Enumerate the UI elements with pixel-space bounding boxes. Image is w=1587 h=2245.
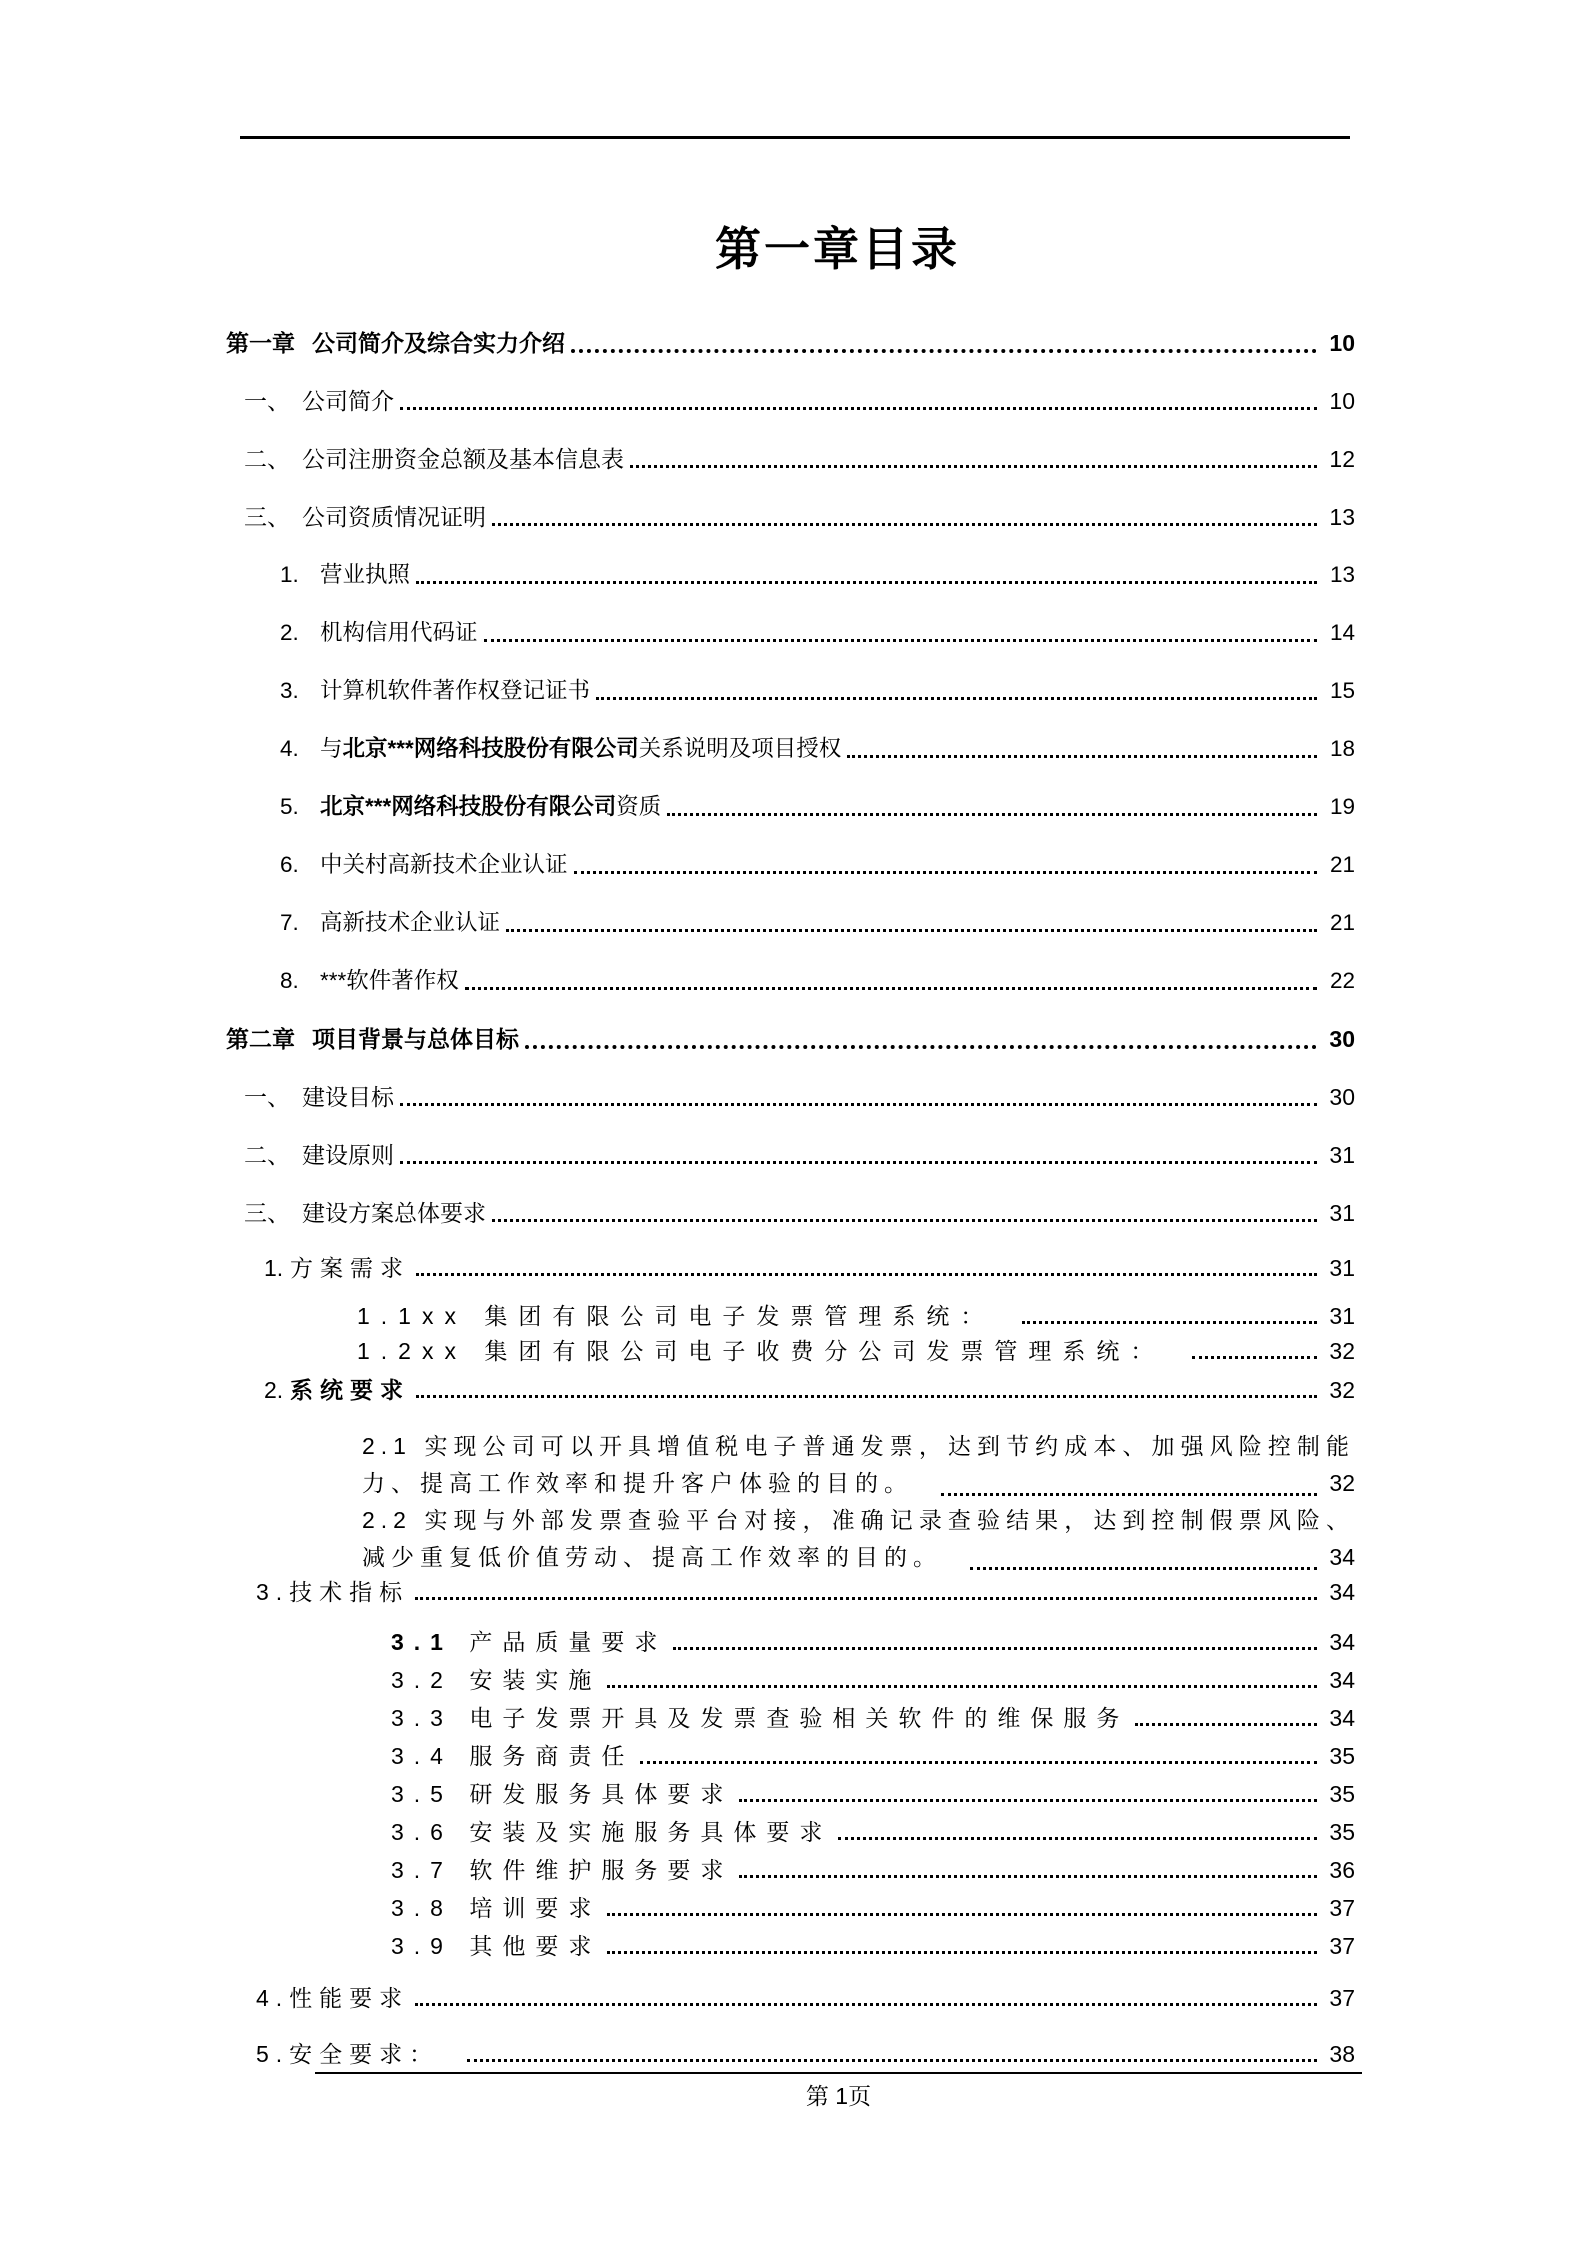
toc-page-number: 35 xyxy=(1329,1819,1355,1845)
toc-entry[interactable] xyxy=(244,444,1355,474)
toc-entry-text xyxy=(391,1856,733,1884)
dot-leader xyxy=(942,1539,1321,1576)
toc-entry[interactable] xyxy=(280,676,1355,706)
toc-entry-number: 6. xyxy=(280,852,299,877)
toc-entry-text xyxy=(256,1984,409,2012)
dot-leader xyxy=(601,1666,1321,1694)
toc-entry[interactable] xyxy=(362,1502,1355,1576)
toc-page-number: 34 xyxy=(1329,1667,1355,1693)
toc-entry-number: 一、 xyxy=(244,1084,290,1110)
toc-entry-text xyxy=(290,1254,410,1282)
footer-rule xyxy=(315,2072,1362,2074)
toc-entry[interactable] xyxy=(244,502,1355,532)
toc-entry-number: 一、 xyxy=(244,388,290,414)
toc-entry-number: 8. xyxy=(280,968,299,993)
toc-entry-text xyxy=(256,2040,439,2068)
toc-entry[interactable] xyxy=(391,1780,1355,1808)
toc-entry-text xyxy=(302,444,624,474)
toc-entry-text xyxy=(357,1337,1164,1365)
toc-text-segment: 机构信用代码证 xyxy=(320,620,478,645)
toc-entry-text xyxy=(302,386,394,416)
toc-entry-text xyxy=(320,560,410,590)
toc-entry-last-line xyxy=(362,1539,1355,1576)
toc-text-segment: 5.安全要求： xyxy=(256,2041,440,2067)
toc-text-segment: 建设方案总体要求 xyxy=(302,1200,486,1226)
toc-text-segment: 建设目标 xyxy=(302,1084,394,1110)
toc-entry[interactable] xyxy=(280,734,1355,764)
toc-page-number: 22 xyxy=(1329,968,1355,993)
dot-leader xyxy=(519,1024,1321,1054)
toc-text-segment: 3.3 电子发票开具及发票查验相关软件的维保服务 xyxy=(391,1705,1130,1731)
toc-entry-text xyxy=(391,1894,601,1922)
toc-entry-text xyxy=(256,1578,409,1606)
toc-entry-text xyxy=(391,1780,733,1808)
dot-leader xyxy=(601,1894,1321,1922)
dot-leader xyxy=(733,1780,1321,1808)
toc-page-number: 31 xyxy=(1329,1200,1355,1226)
toc-text-segment: 3.技术指标 xyxy=(256,1579,410,1605)
toc-entry[interactable] xyxy=(244,1198,1355,1228)
toc-page-number: 14 xyxy=(1329,620,1355,645)
toc-entry-text xyxy=(320,966,459,996)
toc-text-segment: ***软件著作权 xyxy=(320,968,459,993)
toc-entry[interactable] xyxy=(391,1666,1355,1694)
dot-leader xyxy=(394,386,1321,416)
toc-entry-text xyxy=(391,1818,832,1846)
toc-text-segment: 北京***网络科技股份有限公司 xyxy=(342,736,639,761)
toc-entry-text xyxy=(302,1140,394,1170)
dot-leader xyxy=(634,1742,1321,1770)
toc-entry-number: 三、 xyxy=(244,504,290,530)
toc-page-number: 32 xyxy=(1329,1470,1355,1496)
toc-entry-number: 2. xyxy=(280,620,299,645)
dot-leader xyxy=(1164,1337,1321,1365)
toc-page-number: 32 xyxy=(1329,1338,1355,1364)
toc-entry[interactable] xyxy=(391,1932,1355,1960)
toc-entry[interactable] xyxy=(226,1024,1355,1054)
toc-entry-text xyxy=(391,1932,601,1960)
toc-entry-text xyxy=(302,502,486,532)
toc-page-number: 10 xyxy=(1329,330,1355,356)
toc-entry-text xyxy=(320,734,841,764)
toc-entry-text: 2.1 实现公司可以开具增值税电子普通发票，达到节约成本、加强风险控制能 xyxy=(362,1433,1355,1459)
toc-entry[interactable] xyxy=(391,1818,1355,1846)
dot-leader xyxy=(459,966,1321,996)
toc-entry[interactable] xyxy=(391,1704,1355,1732)
toc-text-segment: 高新技术企业认证 xyxy=(320,910,501,935)
toc-entry-text xyxy=(290,1376,410,1404)
dot-leader xyxy=(500,908,1321,938)
toc-page-number: 31 xyxy=(1329,1303,1355,1329)
toc-text-segment: 产品质量要求 xyxy=(469,1629,668,1655)
toc-entry-text xyxy=(320,618,478,648)
dot-leader xyxy=(1129,1704,1321,1732)
toc-entry-number: 3. xyxy=(280,678,299,703)
toc-page-number: 13 xyxy=(1329,562,1355,587)
toc-entry-text: 力、提高工作效率和提升客户体验的目的。 xyxy=(362,1470,913,1496)
toc-page-number: 31 xyxy=(1329,1255,1355,1281)
toc-page-number: 37 xyxy=(1329,1895,1355,1921)
dot-leader xyxy=(486,1198,1321,1228)
toc-entry-number: 三、 xyxy=(244,1200,290,1226)
dot-leader xyxy=(841,734,1321,764)
dot-leader xyxy=(410,560,1321,590)
dot-leader xyxy=(667,1628,1321,1656)
toc-entry-text xyxy=(391,1628,667,1656)
toc-entry[interactable] xyxy=(280,560,1355,590)
toc-page-number: 38 xyxy=(1329,2041,1355,2067)
toc-text-segment: 3.6 安装及实施服务具体要求 xyxy=(391,1819,833,1845)
toc-entry[interactable] xyxy=(280,966,1355,996)
toc-text-segment: 3.7 软件维护服务要求 xyxy=(391,1857,734,1883)
toc-text-segment: 项目背景与总体目标 xyxy=(312,1026,519,1052)
toc-page-number: 34 xyxy=(1329,1544,1355,1570)
toc-page-number: 34 xyxy=(1329,1579,1355,1605)
toc-text-segment: 与 xyxy=(320,736,343,761)
toc-page-number: 19 xyxy=(1329,794,1355,819)
dot-leader xyxy=(565,328,1321,358)
toc-entry[interactable] xyxy=(226,328,1355,358)
dot-leader xyxy=(394,1082,1321,1112)
dot-leader xyxy=(394,1140,1321,1170)
toc-entry[interactable] xyxy=(362,1428,1355,1502)
dot-leader xyxy=(832,1818,1321,1846)
dot-leader xyxy=(439,2040,1321,2068)
toc-entry-number: 1. xyxy=(280,562,299,587)
toc-page-number: 10 xyxy=(1329,388,1355,414)
toc-entry-number: 二、 xyxy=(244,446,290,472)
toc-entry-number: 5. xyxy=(280,794,299,819)
toc-text-segment: 公司资质情况证明 xyxy=(302,504,486,530)
toc-entry[interactable] xyxy=(391,1856,1355,1884)
toc-entry[interactable] xyxy=(280,908,1355,938)
toc-page-number: 21 xyxy=(1329,852,1355,877)
toc-entry-number: 4. xyxy=(280,736,299,761)
toc-entry-text xyxy=(320,792,661,822)
toc-text-segment: 营业执照 xyxy=(320,562,411,587)
toc-entry-number: 7. xyxy=(280,910,299,935)
toc-page-number: 34 xyxy=(1329,1629,1355,1655)
toc-entry[interactable] xyxy=(244,1140,1355,1170)
dot-leader xyxy=(568,850,1321,880)
toc-entry-text xyxy=(312,1024,519,1054)
toc-page-number: 12 xyxy=(1329,446,1355,472)
dot-leader xyxy=(590,676,1321,706)
toc-page-number: 30 xyxy=(1329,1026,1355,1052)
dot-leader xyxy=(409,1984,1321,2012)
toc-entry[interactable] xyxy=(357,1337,1355,1365)
toc-text-segment: 中关村高新技术企业认证 xyxy=(320,852,568,877)
toc-entry-text xyxy=(391,1742,634,1770)
toc-text-segment: 公司简介及综合实力介绍 xyxy=(312,330,565,356)
toc-entry[interactable] xyxy=(264,1376,1355,1404)
toc-entry-last-line xyxy=(362,1465,1355,1502)
toc-text-segment: 计算机软件著作权登记证书 xyxy=(320,678,591,703)
toc-entry-number: 第二章 xyxy=(226,1026,295,1052)
dot-leader xyxy=(624,444,1321,474)
dot-leader xyxy=(601,1932,1321,1960)
page-title: 第一章目录 xyxy=(715,223,960,275)
toc-entry[interactable] xyxy=(357,1302,1355,1330)
toc-page-number: 32 xyxy=(1329,1377,1355,1403)
header-rule xyxy=(240,136,1350,139)
toc-entry-text xyxy=(391,1704,1129,1732)
toc-text-segment: 建设原则 xyxy=(302,1142,394,1168)
toc-page-number: 21 xyxy=(1329,910,1355,935)
toc-entry-text xyxy=(302,1198,486,1228)
toc-text-segment: 关系说明及项目授权 xyxy=(638,736,842,761)
toc-text-segment: 方案需求 xyxy=(290,1255,410,1281)
toc-entry-number: 1. xyxy=(264,1255,284,1281)
toc-entry-text: 2.2 实现与外部发票查验平台对接，准确记录查验结果，达到控制假票风险、 xyxy=(362,1507,1355,1533)
dot-leader xyxy=(410,1254,1321,1282)
toc-text-segment: 1.2xx 集团有限公司电子收费分公司发票管理系统： xyxy=(357,1338,1165,1364)
toc-page-number: 35 xyxy=(1329,1781,1355,1807)
toc-entry[interactable] xyxy=(280,792,1355,822)
toc-text-segment: 系统要求 xyxy=(290,1377,410,1403)
toc-text-segment: 公司简介 xyxy=(302,388,394,414)
toc-entry[interactable] xyxy=(280,618,1355,648)
toc-entry[interactable] xyxy=(244,386,1355,416)
toc-entry[interactable] xyxy=(280,850,1355,880)
dot-leader xyxy=(409,1578,1321,1606)
toc-entry-text xyxy=(391,1666,601,1694)
toc-page-number: 37 xyxy=(1329,1985,1355,2011)
toc-entry-text xyxy=(312,328,565,358)
toc-page-number: 34 xyxy=(1329,1705,1355,1731)
toc-entry[interactable] xyxy=(256,1984,1355,2012)
toc-text-segment: 北京***网络科技股份有限公司 xyxy=(320,794,617,819)
toc-entry-text xyxy=(320,676,590,706)
dot-leader xyxy=(410,1376,1321,1404)
toc-entry[interactable] xyxy=(256,2040,1355,2068)
toc-text-segment: 资质 xyxy=(616,794,662,819)
toc-page-number: 31 xyxy=(1329,1142,1355,1168)
toc-page-number: 30 xyxy=(1329,1084,1355,1110)
toc-text-segment: 公司注册资金总额及基本信息表 xyxy=(302,446,624,472)
toc-entry[interactable] xyxy=(264,1254,1355,1282)
toc-list xyxy=(170,328,1355,2068)
toc-entry-text xyxy=(320,908,500,938)
toc-entry[interactable] xyxy=(391,1894,1355,1922)
dot-leader xyxy=(661,792,1321,822)
toc-page-number: 35 xyxy=(1329,1743,1355,1769)
dot-leader xyxy=(733,1856,1321,1884)
toc-entry[interactable] xyxy=(256,1578,1355,1606)
toc-text-segment: 3.8 培训要求 xyxy=(391,1895,602,1921)
dot-leader xyxy=(478,618,1321,648)
toc-text-segment: 3.2 安装实施 xyxy=(391,1667,602,1693)
toc-page-number: 15 xyxy=(1329,678,1355,703)
toc-text-segment: 3.4 服务商责任 xyxy=(391,1743,635,1769)
toc-entry-text xyxy=(320,850,568,880)
toc-text-segment: 1.1xx 集团有限公司电子发票管理系统： xyxy=(357,1303,995,1329)
toc-text-segment: 3.9 其他要求 xyxy=(391,1933,602,1959)
dot-leader xyxy=(994,1302,1321,1330)
toc-text-segment: 3.5 研发服务具体要求 xyxy=(391,1781,734,1807)
toc-entry[interactable] xyxy=(244,1082,1355,1112)
toc-entry-text xyxy=(357,1302,994,1330)
toc-entry-text xyxy=(302,1082,394,1112)
toc-page-number: 36 xyxy=(1329,1857,1355,1883)
toc-page-number: 37 xyxy=(1329,1933,1355,1959)
toc-text-segment: 4.性能要求 xyxy=(256,1985,410,2011)
toc-entry-number: 第一章 xyxy=(226,330,295,356)
toc-entry[interactable] xyxy=(391,1628,1355,1656)
dot-leader xyxy=(913,1465,1321,1502)
toc-entry-number: 2. xyxy=(264,1377,284,1403)
toc-page-number: 18 xyxy=(1329,736,1355,761)
toc-text-segment: 3.1 xyxy=(391,1629,470,1655)
toc-entry-number: 二、 xyxy=(244,1142,290,1168)
toc-entry-text: 减少重复低价值劳动、提高工作效率的目的。 xyxy=(362,1544,942,1570)
toc-entry[interactable] xyxy=(391,1742,1355,1770)
toc-page-number: 13 xyxy=(1329,504,1355,530)
page-number-label: 第 1页 xyxy=(805,2083,872,2109)
dot-leader xyxy=(486,502,1321,532)
